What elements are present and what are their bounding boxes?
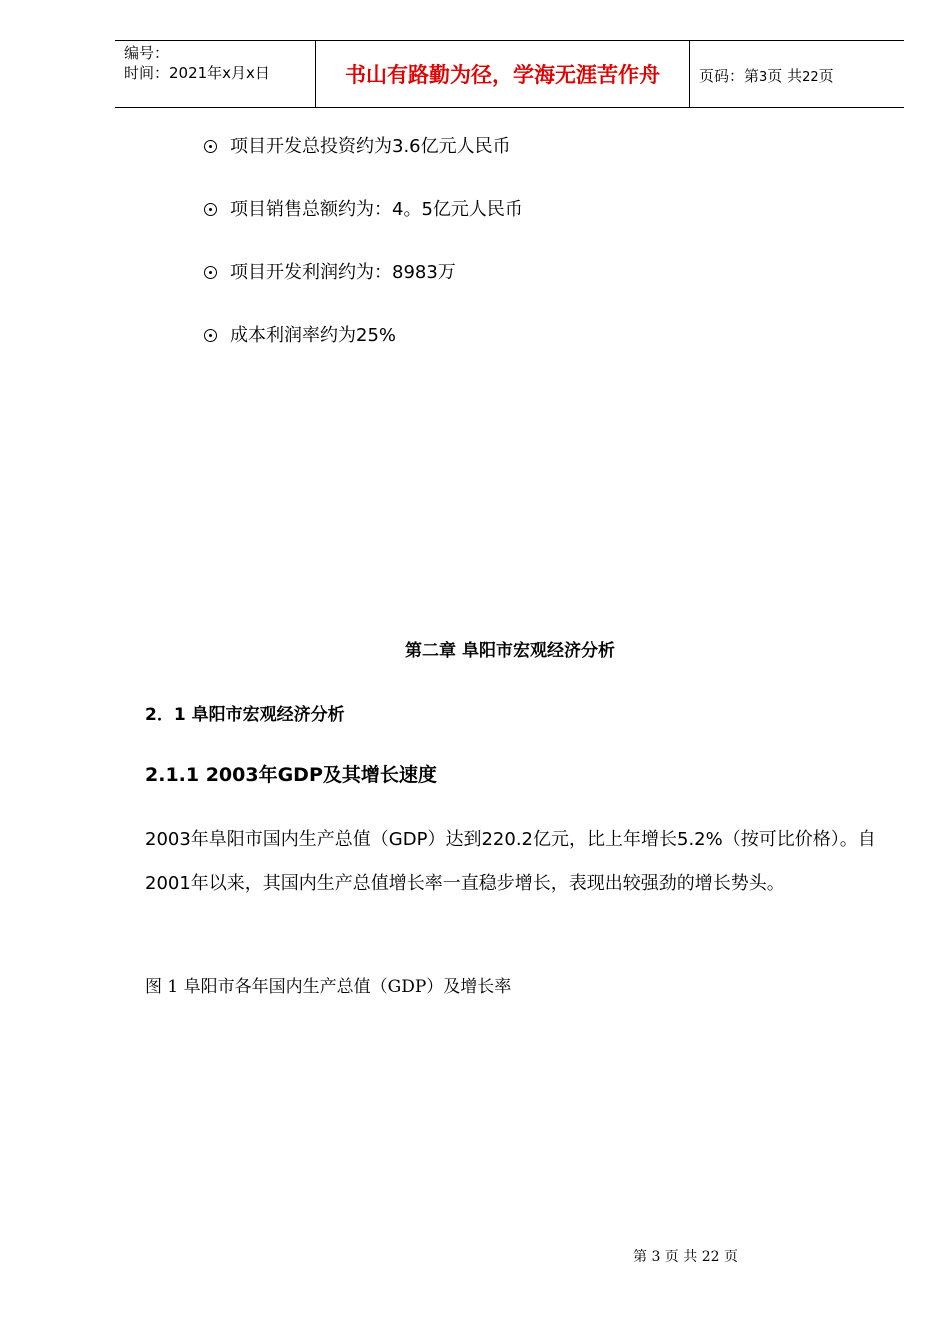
page-header [115,40,904,108]
circled-dot-icon [204,140,217,153]
circled-dot-icon [204,203,217,216]
header-motto: 书山有路勤为径，学海无涯苦作舟 [345,63,660,87]
circled-dot-icon [204,329,217,342]
subsection-heading: 2.1.1 2003年GDP及其增长速度 [145,764,437,786]
list-item [202,321,523,384]
header-page-suffix: 页 [818,67,834,85]
section-heading: 2．1 阜阳市宏观经济分析 [145,705,345,725]
header-page-total: 22 [802,70,819,85]
chapter-title: 第二章 阜阳市宏观经济分析 [405,641,615,661]
list-item [202,258,523,321]
header-page-prefix: 页码：第 [699,67,760,85]
bullet-text: 成本利润率约为25% [230,325,397,346]
header-page-current: 3 [759,70,768,85]
figure-caption: 图 1 阜阳市各年国内生产总值（GDP）及增长率 [145,977,512,997]
header-meta [124,43,270,83]
header-divider [689,41,690,107]
bullet-text: 项目开发总投资约为3.6亿元人民币 [230,136,511,157]
header-page-info [699,65,834,86]
body-paragraph: 2003年阜阳市国内生产总值（GDP）达到220.2亿元，比上年增长5.2%（按可比价格）。自2001年以来，其国内生产总值增长率一直稳步增长，表现出较强劲的增长势头。 [145,829,876,894]
list-item [202,195,523,258]
bullet-text: 项目销售总额约为：4。5亿元人民币 [230,199,523,220]
summary-bullet-list [202,132,523,384]
page-footer: 第 3 页 共 22 页 [633,1249,738,1265]
header-date-label: 时间：2021年x月x日 [124,64,270,82]
header-number-label: 编号： [124,44,170,62]
list-item [202,132,523,195]
bullet-text: 项目开发利润约为：8983万 [230,262,456,283]
circled-dot-icon [204,266,217,279]
header-page-mid: 页 共 [767,67,803,85]
